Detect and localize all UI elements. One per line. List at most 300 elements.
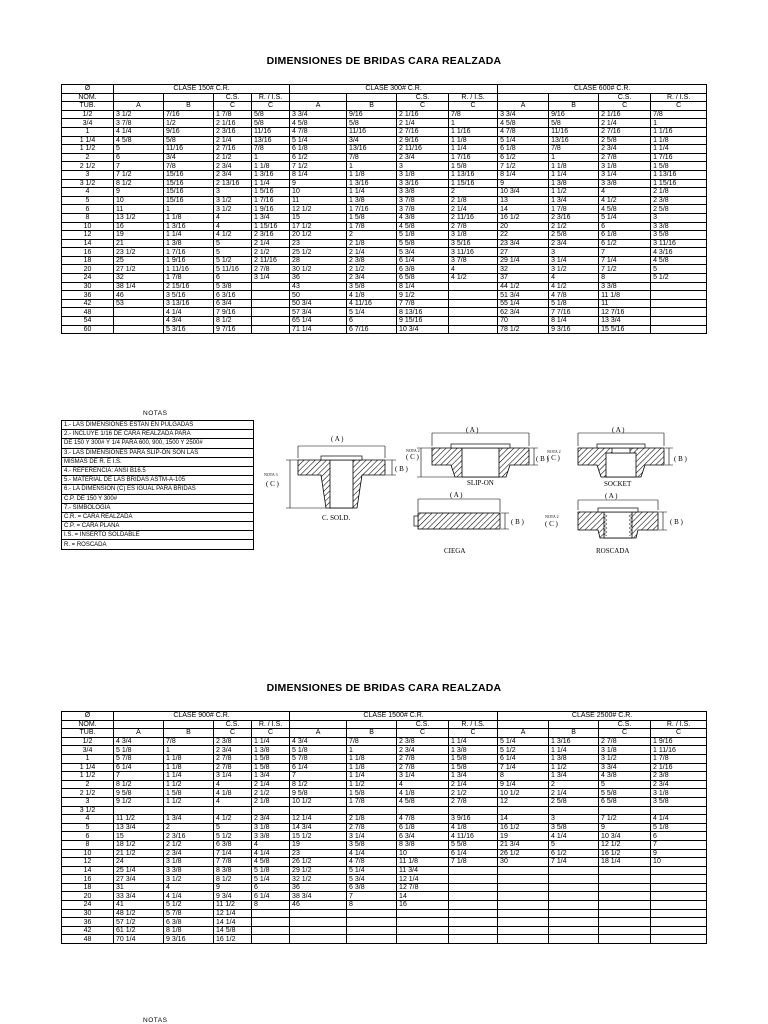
dimension-cell: 4 (397, 780, 449, 789)
table-row (62, 901, 707, 910)
dimension-cell: 4 5/8 (599, 205, 651, 214)
table-row (62, 153, 707, 162)
table-row (62, 926, 707, 935)
dimension-cell (651, 935, 707, 944)
dimension-cell: 5/8 (252, 119, 290, 128)
nominal-size-cell: 3/4 (62, 746, 114, 755)
dimension-cell: 3 3/16 (397, 179, 449, 188)
dimension-cell: 20 (498, 222, 549, 231)
column-header: R. / I.S. (252, 720, 290, 729)
dimension-cell: 8 (498, 772, 549, 781)
dimension-cell: 1 1/2 (164, 797, 214, 806)
table-row (62, 256, 707, 265)
dimension-cell: 7/16 (164, 110, 214, 119)
dimension-cell: 2 1/2 (164, 840, 214, 849)
socket-dim-a: ( A ) (612, 426, 625, 434)
dimension-cell (397, 806, 449, 815)
threaded-dim-a: ( A ) (605, 492, 618, 500)
dimension-cell: 4 5/8 (498, 119, 549, 128)
dimension-cell: 11/16 (164, 145, 214, 154)
nominal-size-cell: 2 1/2 (62, 789, 114, 798)
dimension-cell: 3 3/8 (164, 866, 214, 875)
dimension-cell: 24 (114, 858, 164, 867)
dimension-cell: 5 5/8 (397, 239, 449, 248)
dimension-cell: 23 (290, 849, 347, 858)
column-header: R. / I.S. (449, 720, 498, 729)
dimension-cell: 41 (114, 901, 164, 910)
dimension-cell: 4 1/8 (397, 789, 449, 798)
dimension-cell (252, 317, 290, 326)
dimension-cell: 7 1/4 (498, 763, 549, 772)
dimension-cell: 6 1/4 (498, 754, 549, 763)
dimension-cell (549, 892, 599, 901)
note-text: R. = ROSCADA (62, 540, 254, 549)
dimension-cell: 1 3/4 (449, 772, 498, 781)
dimension-cell: 4 1/8 (347, 291, 397, 300)
dimension-cell: 36 (290, 274, 347, 283)
dimension-cell: 3 7/8 (397, 196, 449, 205)
dimension-cell: 4 1/2 (599, 196, 651, 205)
nominal-size-cell: 6 (62, 832, 114, 841)
note-row (62, 421, 254, 430)
column-header (498, 720, 549, 729)
dimension-cell: 1 7/8 (549, 205, 599, 214)
dimension-cell (252, 282, 290, 291)
notes-table (61, 420, 254, 550)
pressure-class-header: CLASE 1500# C.R. (290, 712, 498, 721)
column-header (549, 93, 599, 102)
dimension-cell: 1 3/8 (549, 754, 599, 763)
dimension-cell: 1 7/16 (651, 153, 707, 162)
dimension-cell: 13 3/4 (599, 317, 651, 326)
column-header: C (214, 729, 252, 738)
dimension-cell: 1 3/4 (252, 772, 290, 781)
dimension-cell: 6 3/4 (397, 832, 449, 841)
dimension-cell: 26 1/2 (498, 849, 549, 858)
dimension-cell (599, 901, 651, 910)
column-header-row (62, 729, 707, 738)
weld-neck-dim-b: ( B ) (395, 465, 408, 473)
dimension-cell: 1 1/16 (449, 127, 498, 136)
dimension-cell: 1 7/8 (214, 110, 252, 119)
dimension-cell: 2 1/8 (347, 815, 397, 824)
dimension-cell: 25 1/4 (114, 866, 164, 875)
dimension-cell: 3 1/2 (114, 110, 164, 119)
dimension-cell: 2 1/8 (651, 188, 707, 197)
dimension-cell (449, 866, 498, 875)
dimension-cell: 10 (290, 188, 347, 197)
dimension-cell: 1 9/16 (651, 737, 707, 746)
dimension-cell: 2 3/8 (397, 737, 449, 746)
dimension-cell (449, 883, 498, 892)
dimension-cell: 18 1/2 (114, 840, 164, 849)
note-text: 2.- INCLUYE 1/16 DE CARA REALZADA PARA (62, 430, 254, 439)
table-row (62, 866, 707, 875)
dimension-cell: 2 1/2 (549, 222, 599, 231)
dimension-cell (449, 901, 498, 910)
dimension-cell: 5 1/8 (651, 823, 707, 832)
nominal-size-cell: 2 (62, 153, 114, 162)
column-header: A (498, 729, 549, 738)
dimension-cell: 16 1/2 (599, 849, 651, 858)
dimension-cell (498, 875, 549, 884)
dimension-cell (449, 875, 498, 884)
column-header: C.S. (397, 93, 449, 102)
dimension-cell (599, 875, 651, 884)
dimension-cell (651, 883, 707, 892)
dimension-cell: 11/16 (347, 127, 397, 136)
nominal-size-cell: 48 (62, 935, 114, 944)
dimension-cell: 43 (290, 282, 347, 291)
dimension-cell: 1 11/16 (164, 265, 214, 274)
dimension-cell: 6 1/4 (252, 892, 290, 901)
dimension-cell: 2 3/4 (214, 170, 252, 179)
dimension-cell: 57 3/4 (290, 308, 347, 317)
dimension-cell: 1 1/4 (651, 145, 707, 154)
note-row (62, 448, 254, 457)
dimension-cell: 4 1/4 (651, 815, 707, 824)
dimension-cell (114, 806, 164, 815)
dimension-cell: 1 1/8 (164, 763, 214, 772)
dimension-cell (449, 806, 498, 815)
dimension-cell: 6 1/4 (290, 763, 347, 772)
nominal-size-cell: 1 1/2 (62, 772, 114, 781)
table-row (62, 188, 707, 197)
dimension-cell: 1 1/16 (651, 127, 707, 136)
dimension-cell: 4 (549, 274, 599, 283)
pressure-class-header: CLASE 300# C.R. (290, 85, 498, 94)
dimension-cell: 2 1/8 (449, 196, 498, 205)
note-row (62, 439, 254, 448)
dimension-cell: 1 3/8 (449, 746, 498, 755)
dimension-cell: 5/8 (549, 119, 599, 128)
dimension-cell: 3 1/2 (164, 875, 214, 884)
dimension-cell: 13 (498, 196, 549, 205)
dimension-cell (290, 935, 347, 944)
dimension-cell: 7 1/4 (599, 256, 651, 265)
column-header-row (62, 102, 707, 111)
dimension-cell: 13/16 (347, 145, 397, 154)
dimension-cell: 15/16 (164, 188, 214, 197)
dimension-cell: 10 (651, 858, 707, 867)
dimension-cell: 70 (498, 317, 549, 326)
dimension-cell: 23 1/2 (114, 248, 164, 257)
dimension-cell: 21 1/2 (114, 849, 164, 858)
dimension-cell: 7/8 (347, 153, 397, 162)
dimension-cell: 4 7/8 (347, 858, 397, 867)
dimension-cell: 6 1/8 (290, 145, 347, 154)
column-header-row (62, 720, 707, 729)
dimension-cell: 2 7/16 (214, 145, 252, 154)
dimension-cell: 2 11/16 (252, 256, 290, 265)
dimension-cell: 2 7/8 (214, 754, 252, 763)
dimension-cell: 6 (651, 832, 707, 841)
dimension-cell: 15 1/2 (290, 832, 347, 841)
dimension-cell (449, 282, 498, 291)
dimension-cell: 10 1/2 (290, 797, 347, 806)
dimension-cell: 1 15/16 (651, 179, 707, 188)
table-row (62, 858, 707, 867)
dimension-cell (449, 325, 498, 334)
dimension-cell: 8 1/2 (214, 875, 252, 884)
dimension-cell: 5 1/8 (114, 746, 164, 755)
dimension-cell: 3 9/16 (449, 815, 498, 824)
dimension-cell: 22 (498, 231, 549, 240)
dimension-cell: 9/16 (347, 110, 397, 119)
column-header: C (449, 102, 498, 111)
dimension-cell: 14 (498, 815, 549, 824)
dimension-cell: 2 3/4 (214, 746, 252, 755)
column-header: B (549, 729, 599, 738)
dimension-cell: 2 1/4 (347, 248, 397, 257)
dimension-cell: 4 3/8 (599, 772, 651, 781)
dimension-cell: 16 1/2 (498, 213, 549, 222)
nominal-size-cell: 4 (62, 815, 114, 824)
dimension-cell: 3 1/8 (397, 170, 449, 179)
table-row (62, 780, 707, 789)
dimension-cell: 1 5/8 (347, 213, 397, 222)
dimension-cell: 2 3/16 (252, 231, 290, 240)
column-header: C.S. (599, 720, 651, 729)
table-row (62, 746, 707, 755)
note-text: C.R. = CARA REALZADA (62, 512, 254, 521)
dimension-cell: 14 1/4 (214, 918, 252, 927)
column-header (164, 93, 214, 102)
nominal-size-cell: 1 (62, 754, 114, 763)
dimension-cell: 21 3/4 (498, 840, 549, 849)
dimension-cell: 71 1/4 (290, 325, 347, 334)
dimension-cell (290, 926, 347, 935)
dimension-cell (252, 926, 290, 935)
weld-neck-dim-c: ( C ) (266, 480, 279, 488)
dimension-cell: 4 (214, 222, 252, 231)
dimension-cell: 32 (498, 265, 549, 274)
dimension-cell: 3 1/2 (549, 265, 599, 274)
dimension-cell: 1 3/8 (252, 746, 290, 755)
dimension-cell: 7/8 (347, 737, 397, 746)
dimension-cell (651, 291, 707, 300)
dimension-cell: 30 (498, 858, 549, 867)
dimension-cell: 6 1/8 (599, 231, 651, 240)
dimension-cell (599, 935, 651, 944)
nominal-size-cell: 2 1/2 (62, 162, 114, 171)
dimension-cell: 5 1/4 (599, 213, 651, 222)
dimension-cell: 4 5/8 (290, 119, 347, 128)
dimension-cell: 4 1/2 (549, 282, 599, 291)
dimension-cell (498, 935, 549, 944)
dimension-cell: 3 1/8 (252, 823, 290, 832)
dimension-cell (449, 935, 498, 944)
dimension-cell: 2 1/4 (449, 205, 498, 214)
nominal-size-cell: 30 (62, 909, 114, 918)
column-header: C.S. (214, 93, 252, 102)
nominal-size-cell: 1 1/4 (62, 136, 114, 145)
dimension-cell: 8 1/4 (397, 282, 449, 291)
column-header: C (599, 102, 651, 111)
dimension-cell (347, 935, 397, 944)
dimension-cell: 9 (651, 849, 707, 858)
dimension-cell: 31 (114, 883, 164, 892)
dimension-cell: 1 3/16 (252, 170, 290, 179)
dimension-cell: 6 3/4 (214, 299, 252, 308)
dimension-cell: 3 13/16 (164, 299, 214, 308)
note-row (62, 531, 254, 540)
note-row (62, 466, 254, 475)
dimension-cell: 3 (214, 188, 252, 197)
dimension-cell: 21 (114, 239, 164, 248)
dimension-cell (651, 282, 707, 291)
dimension-cell: 11 (114, 205, 164, 214)
dimension-cell: 3 5/16 (449, 239, 498, 248)
dimension-cell (651, 926, 707, 935)
dimension-cell: 16 (114, 222, 164, 231)
dimension-cell: 12 1/4 (214, 909, 252, 918)
dimension-cell: 44 1/2 (498, 282, 549, 291)
table-row (62, 282, 707, 291)
dimension-cell: 11/16 (549, 127, 599, 136)
dimension-cell: 2 15/16 (164, 282, 214, 291)
dimension-cell: 11 3/4 (397, 866, 449, 875)
dimension-cell: 11 1/2 (214, 901, 252, 910)
dimension-cell (397, 909, 449, 918)
note-row (62, 522, 254, 531)
dimension-cell: 2 3/16 (549, 213, 599, 222)
nominal-size-cell: 1/2 (62, 110, 114, 119)
dimension-cell: 7/8 (549, 145, 599, 154)
table-row (62, 789, 707, 798)
slip-on-dim-b: ( B ) (536, 455, 549, 463)
nominal-size-cell: 42 (62, 299, 114, 308)
dimension-cell: 2 (449, 188, 498, 197)
dimension-cell: 5 (214, 823, 252, 832)
table-row (62, 162, 707, 171)
dimension-cell: 1 1/4 (252, 179, 290, 188)
dimension-cell: 7 7/16 (549, 308, 599, 317)
dimension-cell (252, 918, 290, 927)
dimension-cell (549, 935, 599, 944)
dimension-cell: 1 1/8 (347, 763, 397, 772)
note-row (62, 512, 254, 521)
dimension-cell: 4 1/2 (214, 231, 252, 240)
column-header (498, 93, 549, 102)
dimension-cell: 11 (599, 299, 651, 308)
table-row (62, 127, 707, 136)
dimension-cell: 3 3/4 (290, 110, 347, 119)
dimension-cell: 5 1/8 (397, 231, 449, 240)
dimension-cell: 1 1/4 (347, 188, 397, 197)
dimension-cell: 2 (347, 231, 397, 240)
dimension-cell: 2 11/16 (397, 145, 449, 154)
dimension-cell: 3 1/8 (599, 746, 651, 755)
dimension-cell: 6 1/4 (397, 256, 449, 265)
dimension-cell: 4 (599, 188, 651, 197)
table-row (62, 213, 707, 222)
dimension-cell (214, 806, 252, 815)
dimension-cell (252, 806, 290, 815)
dimension-cell: 2 7/16 (599, 127, 651, 136)
dimension-cell: 1 (252, 153, 290, 162)
dimension-cell: 14 3/4 (290, 823, 347, 832)
dimension-cell (599, 892, 651, 901)
dimension-cell: 51 3/4 (498, 291, 549, 300)
dimension-cell (449, 299, 498, 308)
column-header: R. / I.S. (651, 720, 707, 729)
dimension-cell (252, 291, 290, 300)
dimension-cell: 1 1/4 (549, 170, 599, 179)
dimension-cell: 14 5/8 (214, 926, 252, 935)
nominal-size-cell: 6 (62, 205, 114, 214)
dimension-cell: 5 (214, 248, 252, 257)
dimension-cell: 2 3/4 (214, 162, 252, 171)
dimension-cell: 1 7/8 (347, 797, 397, 806)
table-row (62, 325, 707, 334)
dimension-cell: 7 (651, 840, 707, 849)
dimension-cell: 1 3/4 (164, 815, 214, 824)
table-row (62, 291, 707, 300)
dimension-cell: 1 1/8 (549, 162, 599, 171)
weld-neck-dim-a: ( A ) (331, 435, 344, 443)
dimension-cell: 2 7/8 (599, 153, 651, 162)
dimension-cell (599, 883, 651, 892)
table-row (62, 179, 707, 188)
dimension-cell: 26 1/2 (290, 858, 347, 867)
dimension-cell: 1 15/16 (449, 179, 498, 188)
dimension-cell: 33 3/4 (114, 892, 164, 901)
dimension-cell: 7/8 (252, 145, 290, 154)
dimension-cell: 23 3/4 (498, 239, 549, 248)
blind-flange-diagram (414, 499, 509, 529)
dimension-cell: 4 5/8 (397, 797, 449, 806)
dimension-cell: 2 5/8 (549, 231, 599, 240)
dimension-cell (549, 875, 599, 884)
dimension-cell: 3 1/4 (397, 772, 449, 781)
dimension-cell: 2 1/16 (599, 110, 651, 119)
column-header: A (114, 729, 164, 738)
dimension-cell: 78 1/2 (498, 325, 549, 334)
note-text: DE 150 Y 300# Y 1/4 PARA 600, 900, 1500 Y 2500# (62, 439, 254, 448)
dimension-cell: 1 1/2 (549, 763, 599, 772)
dimension-cell: 3 1/8 (449, 231, 498, 240)
dimension-cell: 7 (114, 772, 164, 781)
dimension-cell: 2 1/4 (252, 780, 290, 789)
dimension-cell: 57 1/2 (114, 918, 164, 927)
dimension-cell: 7 1/8 (449, 858, 498, 867)
dimension-cell: 12 7/8 (397, 883, 449, 892)
nominal-size-cell: 60 (62, 325, 114, 334)
dimension-cell: 9/16 (549, 110, 599, 119)
dimension-cell: 5 5/8 (449, 840, 498, 849)
dimension-cell: 5/8 (252, 110, 290, 119)
dimension-cell: 1 13/16 (449, 170, 498, 179)
nominal-size-cell: 20 (62, 892, 114, 901)
note-row (62, 494, 254, 503)
table-row (62, 737, 707, 746)
dimension-cell: 2 (164, 823, 214, 832)
dimension-cell: 2 3/4 (164, 849, 214, 858)
dimension-cell: 1 3/16 (164, 222, 214, 231)
note-row (62, 430, 254, 439)
slip-on-flange-diagram (417, 433, 538, 477)
dimension-cell: 5 3/16 (164, 325, 214, 334)
dimension-cell: 9 1/2 (397, 291, 449, 300)
note-row (62, 457, 254, 466)
dimension-cell: 4 1/2 (449, 274, 498, 283)
nominal-size-cell: 10 (62, 222, 114, 231)
dimension-cell: 1 1/4 (449, 737, 498, 746)
dimension-cell: 4 1/8 (449, 823, 498, 832)
dimension-cell: 4 3/8 (397, 213, 449, 222)
note-text: 5.- MATERIAL DE LAS BRIDAS ASTM-A-105 (62, 476, 254, 485)
